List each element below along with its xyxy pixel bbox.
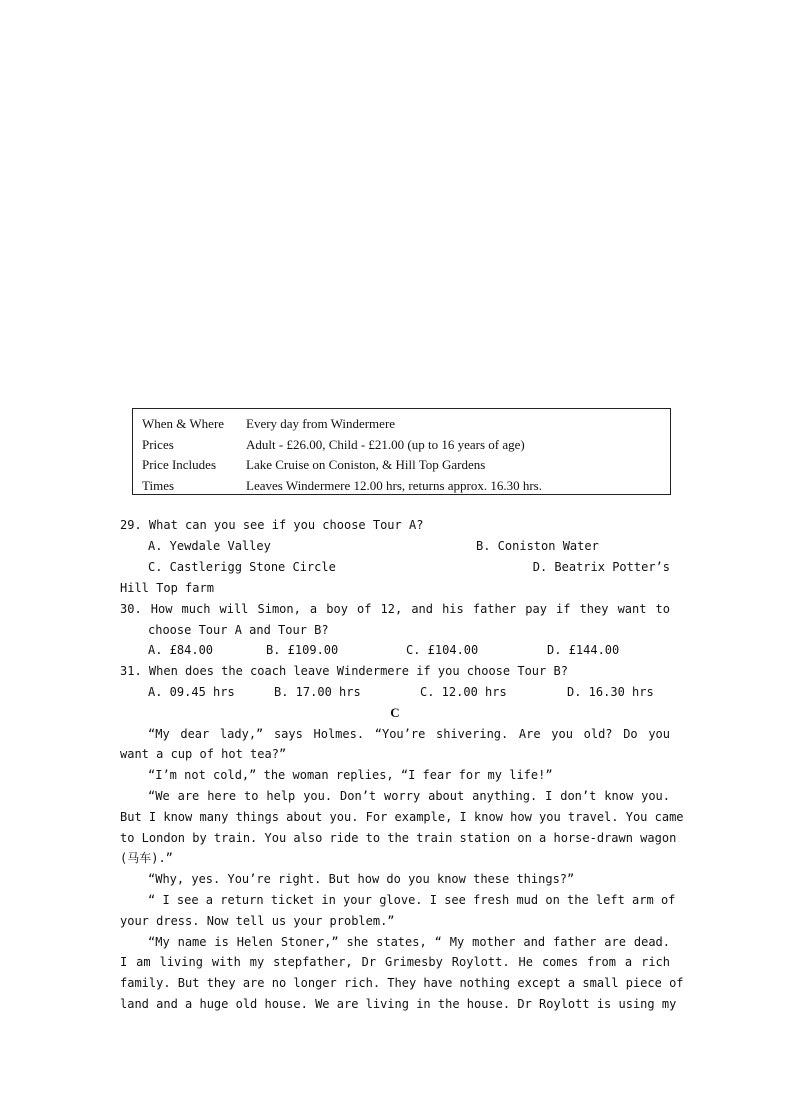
passage-line: land and a huge old house. We are living in the house. Dr Roylott is using my: [120, 997, 677, 1011]
section-heading: C: [390, 705, 400, 720]
row-value: Every day from Windermere: [246, 416, 396, 431]
passage-line: to London by train. You also ride to the train station on a horse-drawn wagon: [120, 831, 677, 845]
passage-line: “My dear lady,” says Holmes. “You’re shivering. Are you old? Do you: [148, 727, 670, 741]
q29-option-d: D. Beatrix Potter’s: [532, 560, 670, 574]
row-label: Price Includes: [142, 457, 217, 472]
q29-option-d-continued: Hill Top farm: [120, 581, 214, 595]
row-label: Prices: [142, 437, 174, 452]
passage-line: family. But they are no longer rich. They have nothing except a small piece of: [120, 976, 684, 990]
q30-option-b: B. £109.00: [266, 643, 339, 657]
row-label: When & Where: [142, 416, 225, 431]
passage-line: But I know many things about you. For example, I know how you travel. You came: [120, 810, 684, 824]
passage-line: your dress. Now tell us your problem.”: [120, 914, 395, 928]
table-row: [133, 414, 670, 434]
tour-info-table: [132, 408, 671, 495]
q31-option-b: B. 17.00 hrs: [274, 685, 361, 699]
q31-option-c: C. 12.00 hrs: [420, 685, 507, 699]
question-31-stem: 31. When does the coach leave Windermere if you choose Tour B?: [120, 664, 568, 678]
table-row: [133, 455, 670, 475]
question-29-stem: 29. What can you see if you choose Tour A?: [120, 518, 424, 532]
q31-option-a: A. 09.45 hrs: [148, 685, 235, 699]
table-row: [133, 476, 670, 495]
q30-option-a: A. £84.00: [148, 643, 214, 657]
passage-line: “We are here to help you. Don’t worry about anything. I don’t know you.: [148, 789, 670, 803]
q30-option-c: C. £104.00: [406, 643, 479, 657]
row-label: Times: [142, 478, 175, 493]
passage-line: (马车).”: [120, 851, 173, 865]
question-30-stem-continued: choose Tour A and Tour B?: [148, 623, 329, 637]
q29-option-b: B. Coniston Water: [476, 539, 599, 553]
q30-option-d: D. £144.00: [547, 643, 620, 657]
q29-option-a: A. Yewdale Valley: [148, 539, 271, 553]
passage-line: want a cup of hot tea?”: [120, 747, 287, 761]
passage-line: “I’m not cold,” the woman replies, “I fear for my life!”: [148, 768, 553, 782]
row-value: Lake Cruise on Coniston, & Hill Top Gardens: [246, 457, 486, 472]
passage-line: I am living with my stepfather, Dr Grimesby Roylott. He comes from a rich: [120, 955, 670, 969]
row-value: Leaves Windermere 12.00 hrs, returns approx. 16.30 hrs.: [246, 478, 542, 493]
table-row: [133, 435, 670, 455]
passage-line: “ I see a return ticket in your glove. I see fresh mud on the left arm of: [148, 893, 676, 907]
row-value: Adult - £26.00, Child - £21.00 (up to 16 years of age): [246, 437, 525, 452]
question-30-stem: 30. How much will Simon, a boy of 12, and his father pay if they want to: [120, 602, 670, 616]
q29-option-c: C. Castlerigg Stone Circle: [148, 560, 336, 574]
passage-line: “Why, yes. You’re right. But how do you know these things?”: [148, 872, 575, 886]
passage-line: “My name is Helen Stoner,” she states, “ My mother and father are dead.: [148, 935, 670, 949]
q31-option-d: D. 16.30 hrs: [567, 685, 654, 699]
